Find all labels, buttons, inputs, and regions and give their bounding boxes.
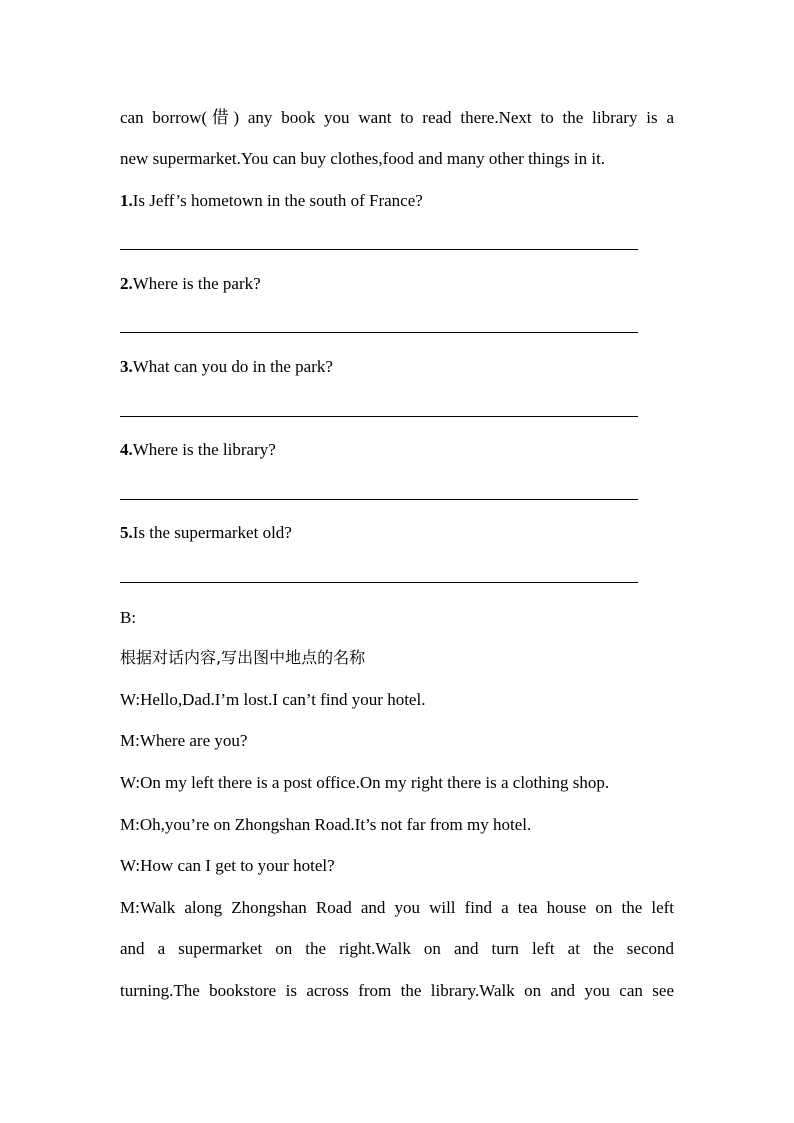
question-number: 2. — [120, 274, 133, 293]
dialogue-line: W:Hello,Dad.I’m lost.I can’t find your hotel. — [120, 690, 426, 709]
answer-line-1[interactable] — [120, 249, 638, 250]
question-2 — [120, 274, 261, 294]
answer-line-3[interactable] — [120, 416, 638, 417]
dialogue-line: M:Oh,you’re on Zhongshan Road.It’s not far from my hotel. — [120, 815, 532, 834]
question-5 — [120, 523, 292, 543]
question-1 — [120, 191, 423, 211]
section-b-label: B: — [120, 608, 137, 627]
question-3 — [120, 357, 333, 377]
section-b-instruction: 根据对话内容,写出图中地点的名称 — [120, 648, 366, 667]
question-text: What can you do in the park? — [132, 357, 333, 376]
dialogue-line: M:Walk along Zhongshan Road and you will find a tea house on the left — [120, 898, 674, 917]
answer-line-4[interactable] — [120, 499, 638, 500]
passage-line-1: can borrow(借) any book you want to read there.Next to the library is a — [120, 108, 674, 127]
passage-line-2: new supermarket.You can buy clothes,food and many other things in it. — [120, 149, 606, 168]
question-number: 3. — [120, 357, 133, 376]
question-text: Is Jeff’s hometown in the south of France? — [132, 191, 423, 210]
dialogue-line: M:Where are you? — [120, 731, 248, 750]
question-text: Is the supermarket old? — [132, 523, 292, 542]
dialogue-line: turning.The bookstore is across from the library.Walk on and you can see — [120, 981, 674, 1000]
question-text: Where is the library? — [132, 440, 276, 459]
dialogue-line: W:How can I get to your hotel? — [120, 856, 335, 875]
question-4 — [120, 440, 276, 460]
dialogue-line: and a supermarket on the right.Walk on and turn left at the second — [120, 939, 674, 958]
answer-line-5[interactable] — [120, 582, 638, 583]
question-number: 1. — [120, 191, 133, 210]
answer-line-2[interactable] — [120, 332, 638, 333]
question-text: Where is the park? — [132, 274, 261, 293]
question-number: 4. — [120, 440, 133, 459]
dialogue-line: W:On my left there is a post office.On my right there is a clothing shop. — [120, 773, 610, 792]
question-number: 5. — [120, 523, 133, 542]
